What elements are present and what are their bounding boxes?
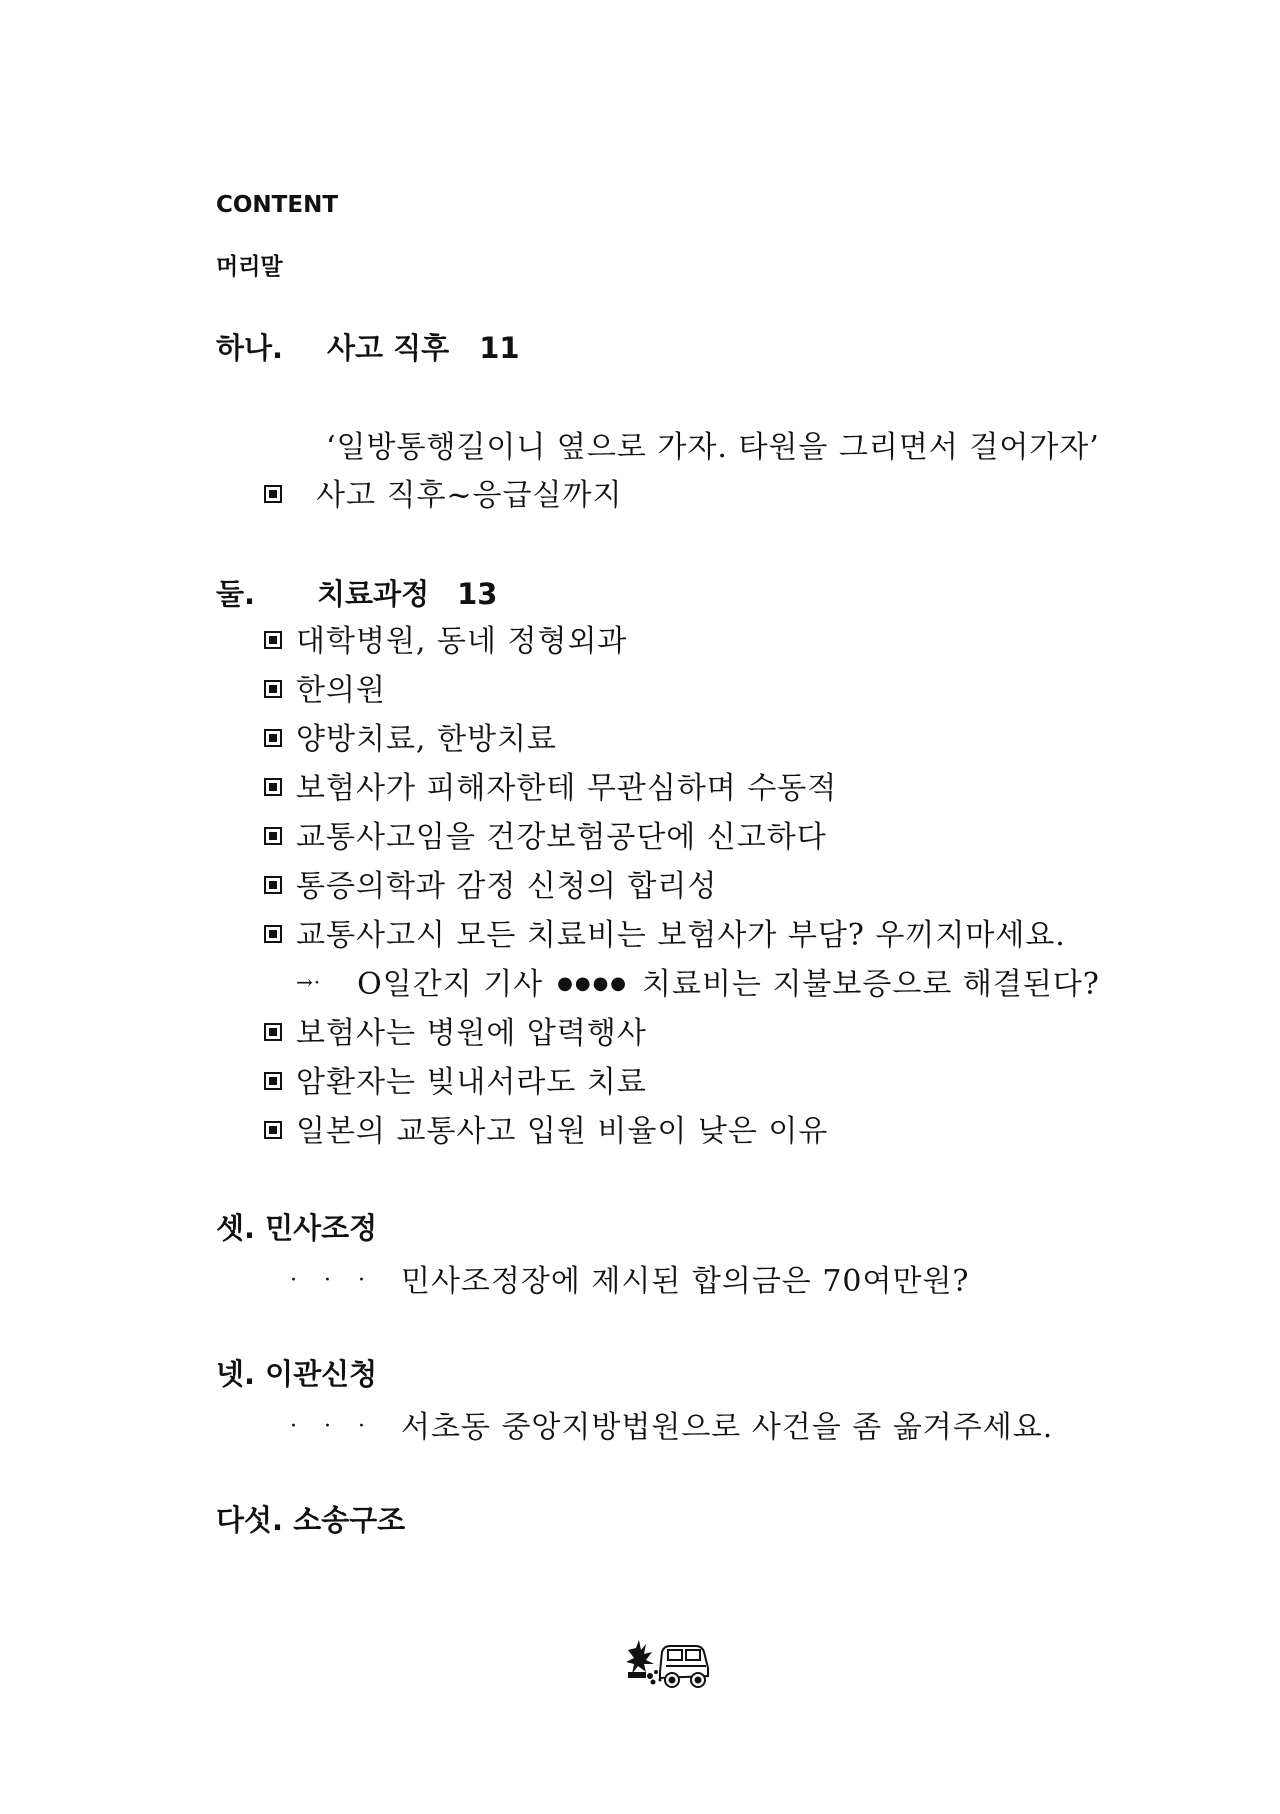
section-4-heading: 넷. 이관신청 [216, 1357, 378, 1391]
section-4-text: 서초동 중앙지방법원으로 사건을 좀 옮겨주세요. [400, 1410, 1054, 1445]
list-item [264, 714, 557, 758]
list-item-label: 한의원 [296, 673, 386, 708]
square-bullet-icon [264, 827, 282, 845]
list-item-label: 보험사가 피해자한테 무관심하며 수동적 [296, 771, 838, 806]
section-2-title: 치료과정 [317, 577, 430, 611]
ellipsis-mark: · · · [290, 1268, 375, 1293]
list-item [264, 1008, 647, 1052]
square-bullet-icon [264, 925, 282, 943]
ellipsis-mark: · · · [290, 1414, 375, 1439]
list-item [264, 665, 386, 709]
list-item-label: 교통사고임을 건강보험공단에 신고하다 [296, 820, 827, 855]
section-1-item [264, 470, 623, 514]
list-item-label: 대학병원, 동네 정형외과 [296, 624, 628, 659]
square-bullet-icon [264, 631, 282, 649]
square-bullet-icon [264, 485, 282, 503]
section-1-item-label: 사고 직후~응급실까지 [316, 478, 623, 513]
section-1-heading [216, 326, 520, 367]
section-4-note [290, 1402, 1053, 1446]
sub-item-source: O일간지 기사 [357, 967, 544, 1002]
preface-label: 머리말 [216, 254, 283, 280]
content-label: CONTENT [216, 192, 339, 218]
list-item-label: 보험사는 병원에 압력행사 [296, 1016, 647, 1051]
list-item [264, 616, 627, 660]
list-item-label: 암환자는 빚내서라도 치료 [296, 1065, 647, 1100]
square-bullet-icon [264, 1121, 282, 1139]
section-3-heading: 셋. 민사조정 [216, 1211, 378, 1245]
list-item [264, 1057, 647, 1101]
square-bullet-icon [264, 729, 282, 747]
list-item-label: 일본의 교통사고 입원 비율이 낮은 이유 [296, 1114, 829, 1149]
list-item [264, 1106, 828, 1150]
section-1-number: 하나. [216, 331, 284, 365]
list-item [264, 763, 837, 807]
square-bullet-icon [264, 1072, 282, 1090]
section-1-title: 사고 직후 [327, 331, 450, 365]
square-bullet-icon [264, 680, 282, 698]
section-5-heading: 다섯. 소송구조 [216, 1503, 406, 1537]
arrow-right-icon: →· [296, 970, 322, 994]
sub-item-text: 치료비는 지불보증으로 해결된다? [641, 967, 1100, 1002]
section-2-number: 둘. [216, 577, 256, 611]
list-item-label: 교통사고시 모든 치료비는 보험사가 부담? 우끼지마세요. [296, 918, 1066, 953]
list-item-label: 통증의학과 감정 신청의 합리성 [296, 869, 718, 904]
list-item-label: 양방치료, 한방치료 [296, 722, 557, 757]
list-item [264, 910, 1066, 954]
list-item [264, 812, 827, 856]
section-1-quote: ‘일방통행길이니 옆으로 가자. 타원을 그리면서 걸어가자’ [326, 430, 1100, 465]
bullet-dots-icon: ●●●● [557, 972, 628, 994]
section-3-text: 민사조정장에 제시된 합의금은 70여만원? [400, 1264, 970, 1299]
car-icon [660, 1646, 708, 1687]
list-item [264, 861, 717, 905]
section-2-page: 13 [457, 577, 498, 611]
square-bullet-icon [264, 876, 282, 894]
list-sub-item [296, 959, 1100, 1003]
car-crash-illustration [626, 1638, 710, 1690]
section-3-note [290, 1256, 970, 1300]
section-1-page: 11 [479, 331, 520, 365]
square-bullet-icon [264, 778, 282, 796]
debris-icon [626, 1640, 662, 1685]
section-2-heading [216, 572, 497, 613]
square-bullet-icon [264, 1023, 282, 1041]
